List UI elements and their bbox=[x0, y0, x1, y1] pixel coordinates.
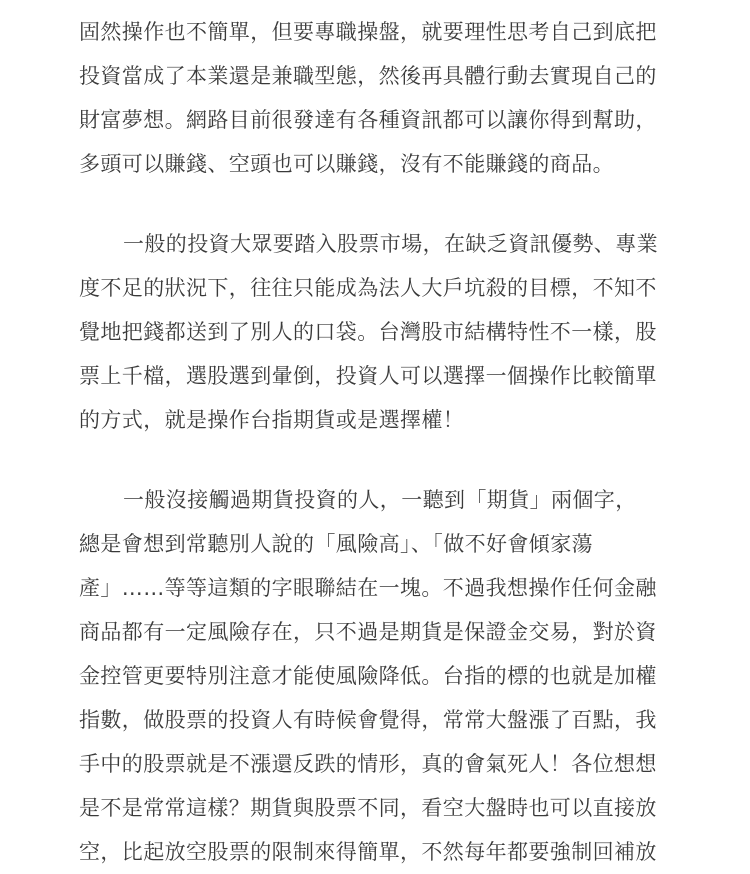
text-line: 產」……等等這類的字眼聯結在一塊。不過我想操作任何金融 bbox=[79, 576, 657, 600]
text-line: 指數，做股票的投資人有時候會覺得，常常大盤漲了百點，我 bbox=[79, 708, 657, 732]
text-line: 一般的投資大眾要踏入股票市場，在缺乏資訊優勢、專業 bbox=[123, 232, 658, 256]
text-line: 票上千檔，選股選到暈倒，投資人可以選擇一個操作比較簡單 bbox=[79, 364, 657, 388]
paragraph-gap bbox=[79, 442, 673, 478]
text-line: 手中的股票就是不漲還反跌的情形，真的會氣死人！各位想想 bbox=[79, 752, 657, 776]
text-line: 的方式，就是操作台指期貨或是選擇權！ bbox=[79, 408, 465, 432]
text-line: 一般沒接觸過期貨投資的人，一聽到「期貨」兩個字， bbox=[123, 488, 637, 512]
paragraph-3 bbox=[79, 478, 673, 874]
text-line: 空，比起放空股票的限制來得簡單，不然每年都要強制回補放 bbox=[79, 840, 657, 864]
text-line: 覺地把錢都送到了別人的口袋。台灣股市結構特性不一樣，股 bbox=[79, 320, 657, 344]
document-page bbox=[79, 10, 673, 874]
text-line: 總是會想到常聽別人說的「風險高」、「做不好會傾家蕩 bbox=[79, 532, 593, 556]
paragraph-2 bbox=[79, 222, 673, 442]
text-line: 是不是常常這樣？期貨與股票不同，看空大盤時也可以直接放 bbox=[79, 796, 657, 820]
text-line: 商品都有一定風險存在，只不過是期貨是保證金交易，對於資 bbox=[79, 620, 657, 644]
paragraph-gap bbox=[79, 186, 673, 222]
text-line: 多頭可以賺錢、空頭也可以賺錢，沒有不能賺錢的商品。 bbox=[79, 152, 614, 176]
text-line: 投資當成了本業還是兼職型態，然後再具體行動去實現自己的 bbox=[79, 64, 657, 88]
text-line: 財富夢想。網路目前很發達有各種資訊都可以讓你得到幫助， bbox=[79, 108, 657, 132]
text-line: 度不足的狀況下，往往只能成為法人大戶坑殺的目標，不知不 bbox=[79, 276, 657, 300]
paragraph-1 bbox=[79, 10, 673, 186]
text-line: 固然操作也不簡單，但要專職操盤，就要理性思考自己到底把 bbox=[79, 20, 657, 44]
text-line: 金控管更要特別注意才能使風險降低。台指的標的也就是加權 bbox=[79, 664, 657, 688]
